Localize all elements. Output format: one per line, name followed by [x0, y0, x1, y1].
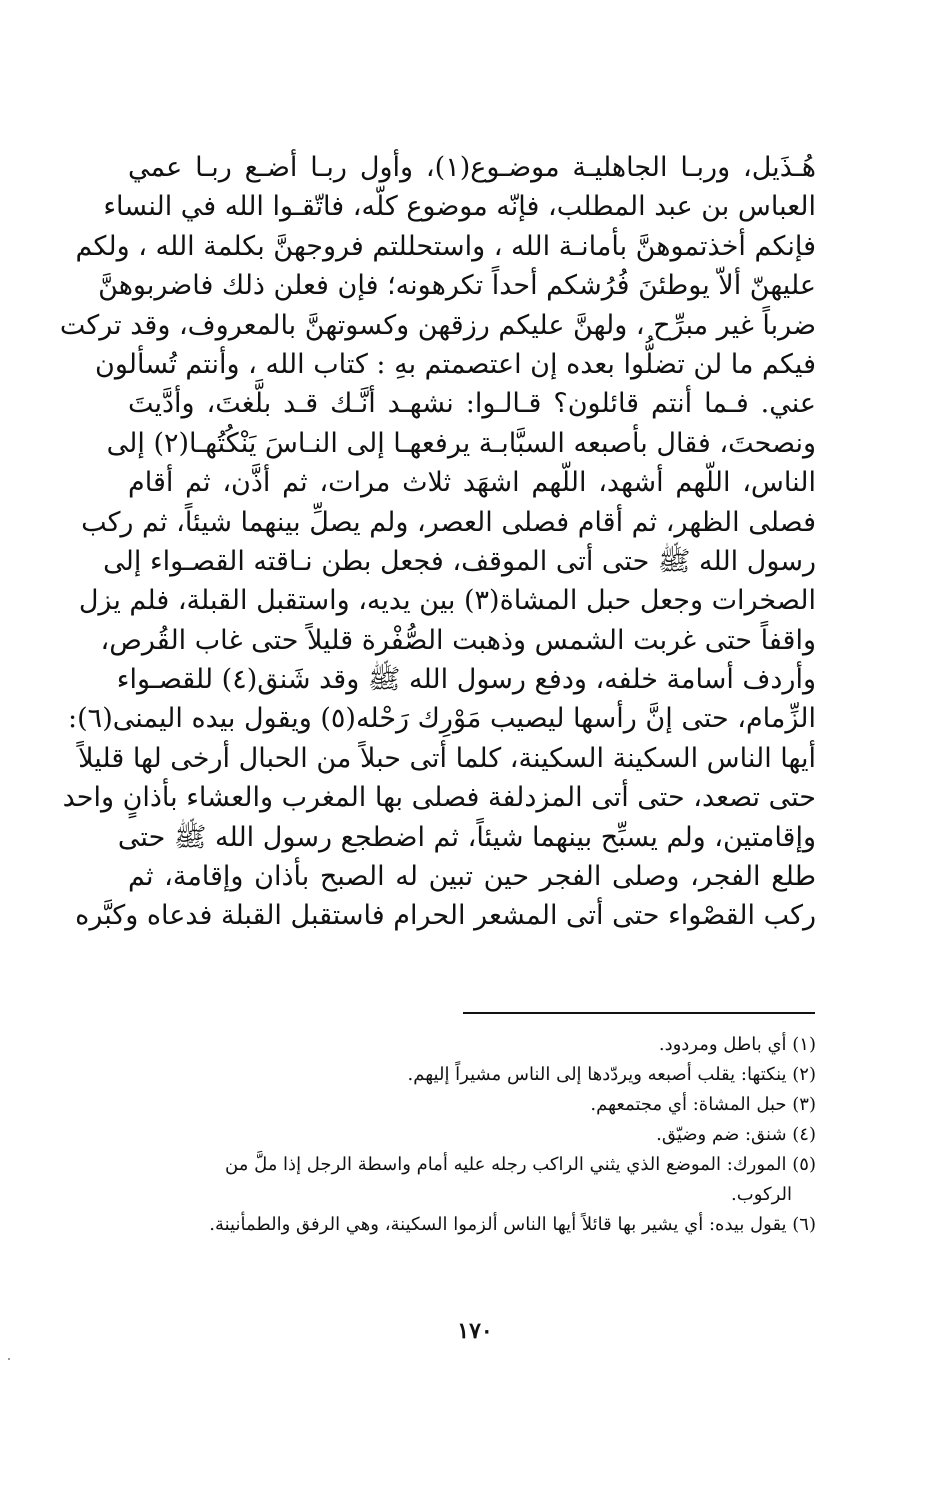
main-text-block — [59, 148, 817, 936]
footnote-separator — [463, 1012, 815, 1014]
text-line: الناس، اللّهم أشهد، اللّهم اشهَد ثلاث مرات، ثم أذَّن، ثم أقام — [128, 467, 816, 499]
text-line: فصلى الظهر، ثم أقام فصلى العصر، ولم يصلِّ بينهما شيئاً، ثم ركب — [81, 506, 816, 538]
text-line: عليهنّ ألاّ يوطئنَ فُرُشكم أحداً تكرهونه؛ فإن فعلن ذلك فاضربوهنَّ — [98, 270, 816, 302]
text-line: طلع الفجر، وصلى الفجر حين تبين له الصبح بأذان وإقامة، ثم — [128, 861, 816, 893]
scan-speck — [8, 1358, 10, 1360]
text-line: واقفاً حتى غربت الشمس وذهبت الصُّفْرة قليلاً حتى غاب القُرص، — [100, 624, 816, 656]
text-line: حتى تصعد، حتى أتى المزدلفة فصلى بها المغرب والعشاء بأذانٍ واحد — [62, 782, 816, 814]
footnote: (٣) حبل المشاة: أي مجتمعهم. — [590, 1094, 816, 1115]
text-line: ونصحتَ، فقال بأصبعه السبَّابـة يرفعهـا إلى النـاسَ يَنْكُتُهـا(٢) إلى — [106, 427, 816, 459]
text-line: رسول الله ﷺ حتى أتى الموقف، فجعل بطن نـاقته القصـواء إلى — [103, 545, 816, 577]
footnote: (٦) يقول بيده: أي يشير بها قائلاً أيها الناس ألزموا السكينة، وهي الرفق والطمأنينة. — [209, 1214, 816, 1235]
text-line: ضرباً غير مبرِّح ، ولهنَّ عليكم رزقهن وكسوتهنَّ بالمعروف، وقد تركت — [59, 309, 816, 341]
footnote: (٥) المورك: الموضع الذي يثني الراكب رجله عليه أمام واسطة الرجل إذا ملَّ من — [225, 1154, 816, 1175]
footnote: (١) أي باطل ومردود. — [658, 1034, 816, 1055]
text-line: وإقامتين، ولم يسبِّح بينهما شيئاً، ثم اضطجع رسول الله ﷺ حتى — [117, 821, 816, 853]
footnote: (٤) شنق: ضم وضيّق. — [656, 1124, 816, 1145]
text-line: عني. فـما أنتم قائلون؟ قـالـوا: نشهـد أنَّـك قـد بلَّغتَ، وأدَّيتَ — [128, 388, 816, 420]
text-line: الصخرات وجعل حبل المشاة(٣) بين يديه، واستقبل القبلة، فلم يزل — [78, 585, 816, 617]
text-line: ركب القصْواء حتى أتى المشعر الحرام فاستقبل القبلة فدعاه وكبَّره — [75, 900, 816, 932]
text-line: وأردف أسامة خلفه، ودفع رسول الله ﷺ وقد شَنق(٤) للقصـواء — [116, 664, 816, 696]
text-line: فيكم ما لن تضلُّوا بعده إن اعتصمتم بهِ : كتاب الله ، وأنتم تُسألون — [95, 348, 816, 380]
footnote: (٢) ينكتها: يقلب أصبعه ويردّدها إلى الناس مشيراً إليهم. — [407, 1064, 816, 1085]
text-line: أيها الناس السكينة السكينة، كلما أتى حبلاً من الحبال أرخى لها قليلاً — [78, 742, 816, 774]
page-number: ١٧٠ — [457, 1318, 493, 1344]
footnote-continuation: الركوب. — [731, 1184, 792, 1205]
text-line: العباس بن عبد المطلب، فإنّه موضوع كلّه، فاتّقـوا الله في النساء — [103, 191, 816, 223]
text-line: الزِّمام، حتى إنَّ رأسها ليصيب مَوْرِك رَحْله(٥) ويقول بيده اليمنى(٦): — [68, 703, 816, 735]
footnotes-block — [128, 1030, 816, 1240]
text-line: فإنكم أخذتموهنَّ بأمانـة الله ، واستحللتم فروجهنَّ بكلمة الله ، ولكم — [75, 230, 816, 262]
text-line: هُـذَيل، وربـا الجاهليـة موضـوع(١)، وأول ربـا أضـع ربـا عمي — [128, 152, 817, 183]
